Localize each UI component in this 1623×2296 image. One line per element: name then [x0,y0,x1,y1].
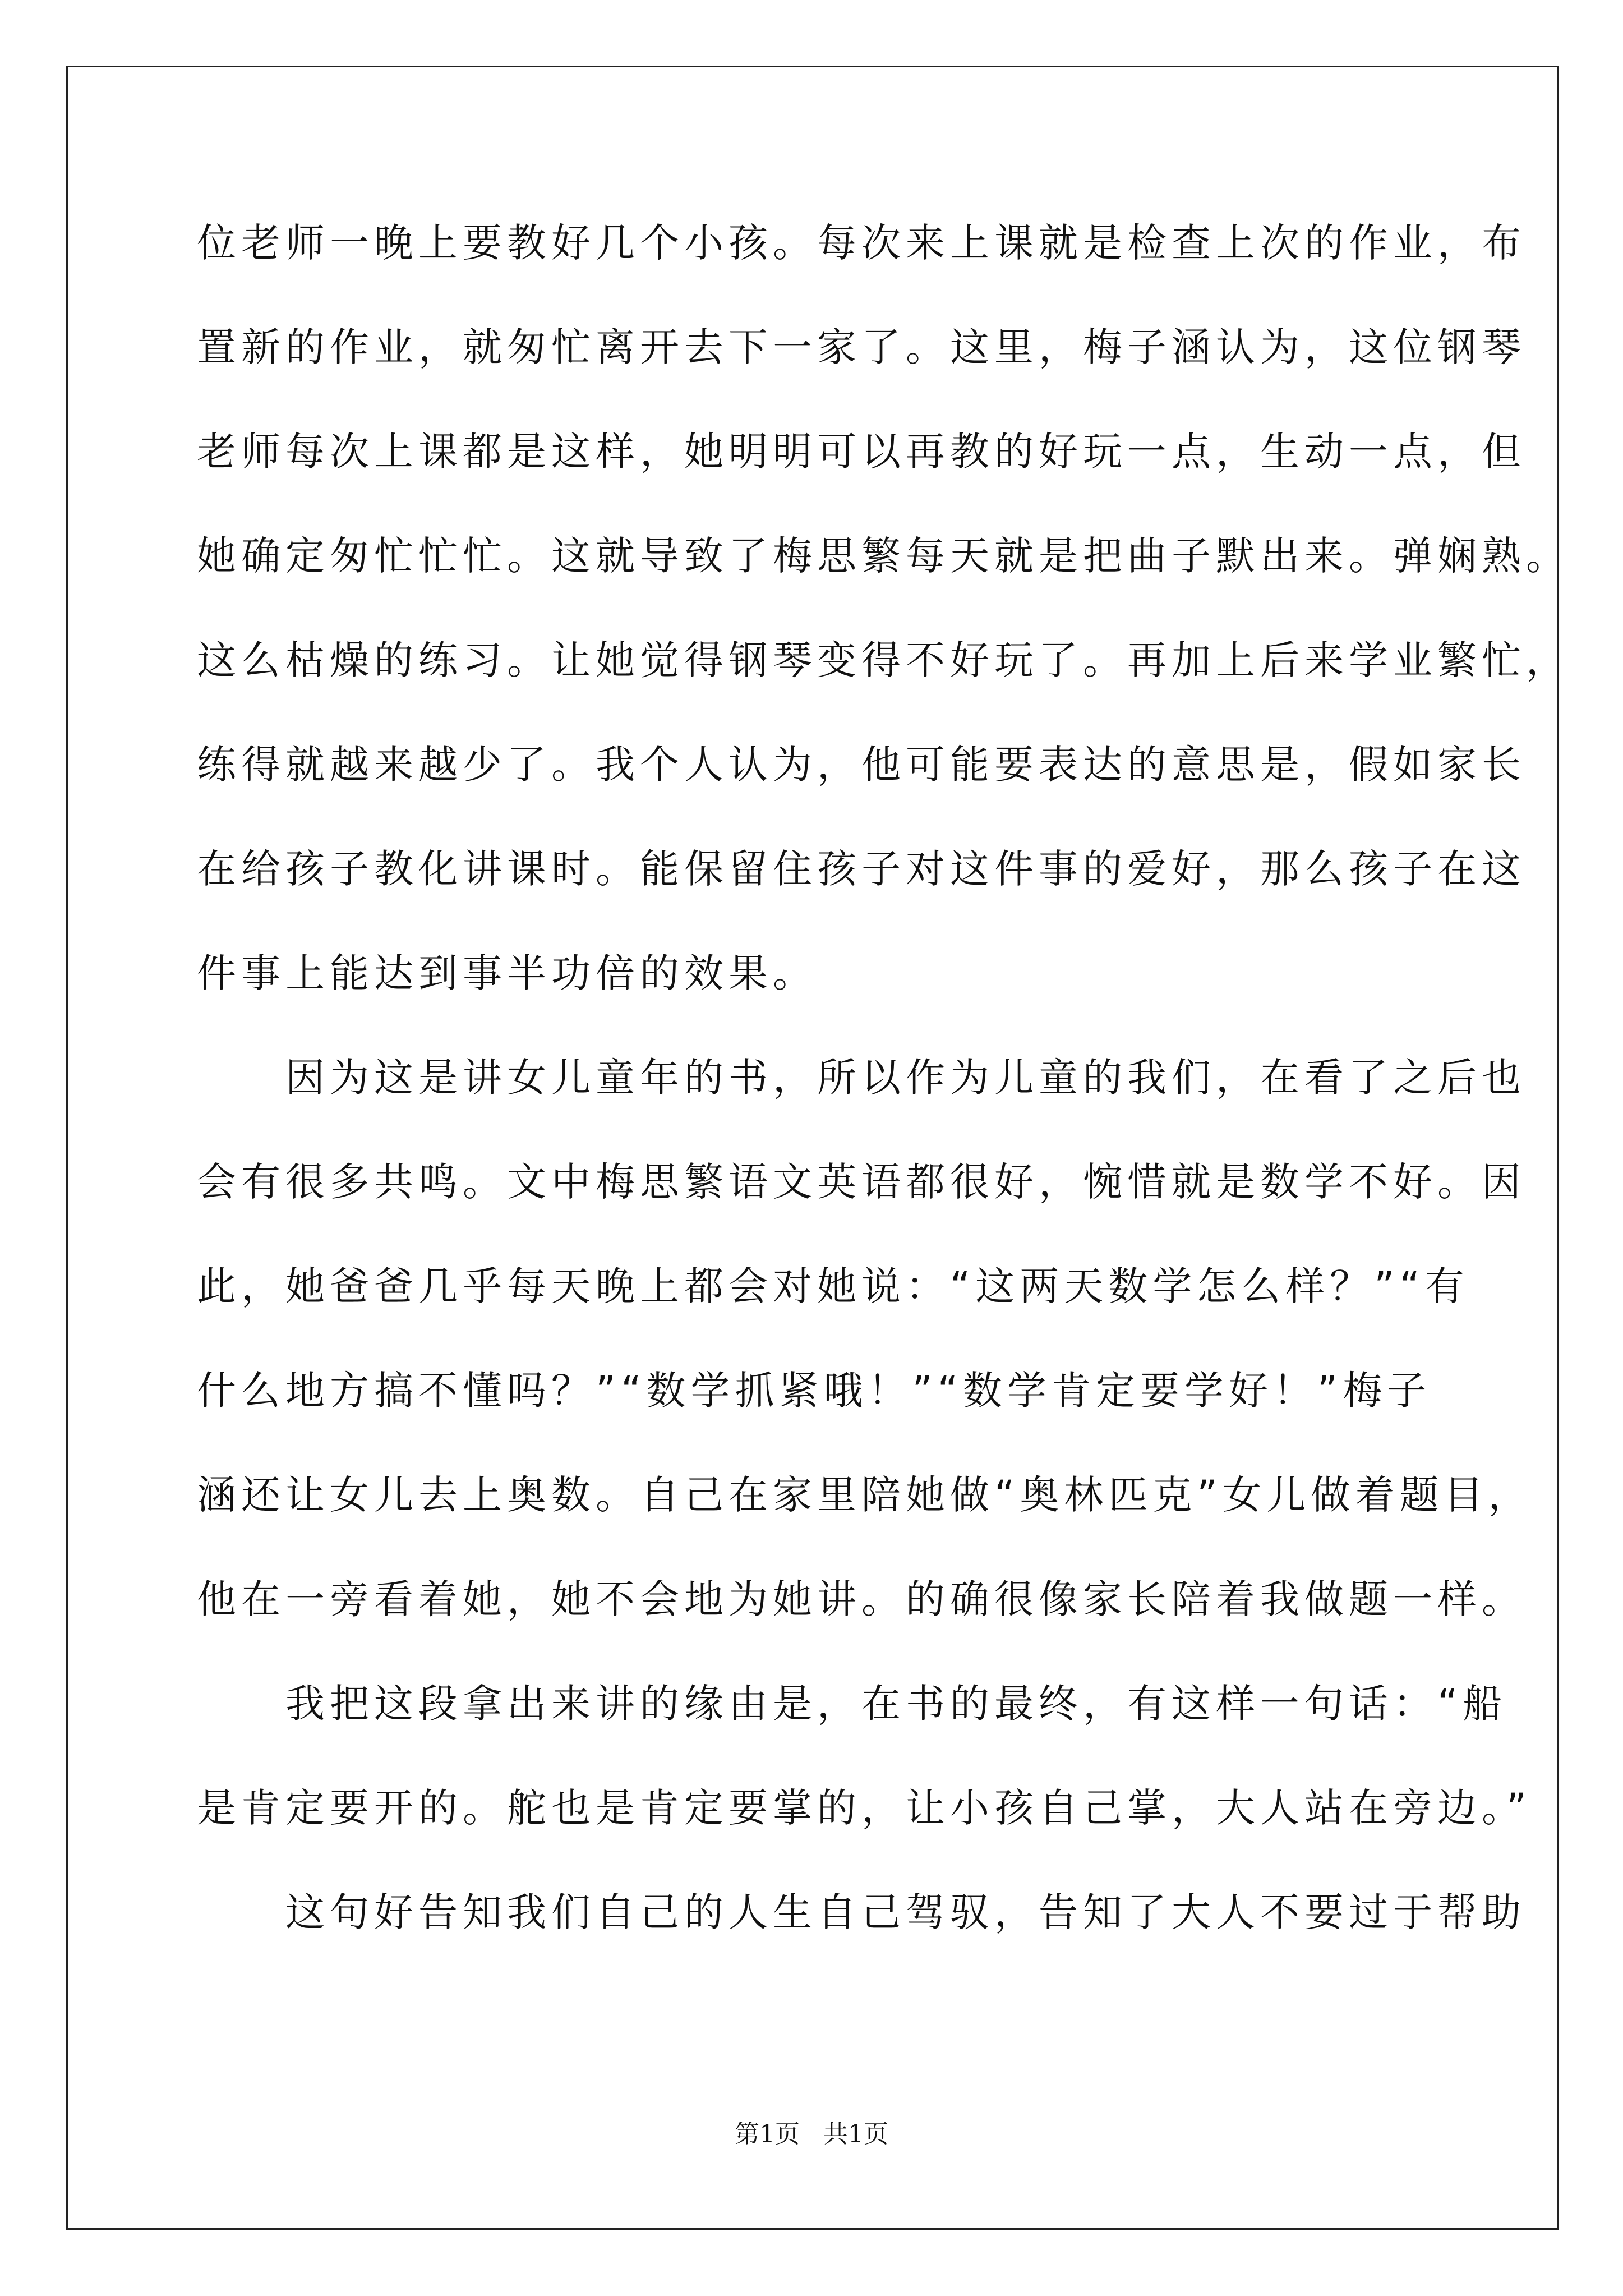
text-line: 会有很多共鸣。文中梅思繁语文英语都很好，惋惜就是数学不好。因 [197,1159,1526,1205]
text-line: 在给孩子教化讲课时。能保留住孩子对这件事的爱好，那么孩子在这 [197,846,1526,892]
text-line: 涵还让女儿去上奥数。自己在家里陪她做“奥林匹克”女儿做着题目， [197,1472,1533,1518]
text-line: 我把这段拿出来讲的缘由是，在书的最终，有这样一句话：“船 [197,1681,1507,1727]
body-text [197,191,1570,1964]
text-line: 他在一旁看着她，她不会地为她讲。的确很像家长陪着我做题一样。 [197,1576,1526,1622]
text-line: 这么枯燥的练习。让她觉得钢琴变得不好玩了。再加上后来学业繁忙， [197,637,1570,683]
text-line: 件事上能达到事半功倍的效果。 [197,950,817,996]
text-line: 因为这是讲女儿童年的书，所以作为儿童的我们，在看了之后也 [197,1055,1526,1101]
text-line: 这句好告知我们自己的人生自己驾驭，告知了大人不要过于帮助 [197,1889,1526,1935]
page-number-footer: 第1页 共1页 [735,2120,888,2148]
text-line: 老师每次上课都是这样，她明明可以再教的好玩一点，生动一点，但 [197,429,1526,475]
text-line: 她确定匆忙忙忙。这就导致了梅思繁每天就是把曲子默出来。弹娴熟。 [197,533,1570,579]
text-line: 置新的作业，就匆忙离开去下一家了。这里，梅子涵认为，这位钢琴 [197,324,1526,370]
text-line: 什么地方搞不懂吗？”“数学抓紧哦！”“数学肯定要学好！”梅子 [197,1368,1432,1414]
text-line: 位老师一晚上要教好几个小孩。每次来上课就是检查上次的作业，布 [197,220,1526,266]
text-line: 此，她爸爸几乎每天晚上都会对她说：“这两天数学怎么样？”“有 [197,1263,1469,1309]
text-line: 练得就越来越少了。我个人认为，他可能要表达的意思是，假如家长 [197,742,1526,788]
text-line: 是肯定要开的。舵也是肯定要掌的，让小孩自己掌，大人站在旁边。” [197,1785,1532,1831]
